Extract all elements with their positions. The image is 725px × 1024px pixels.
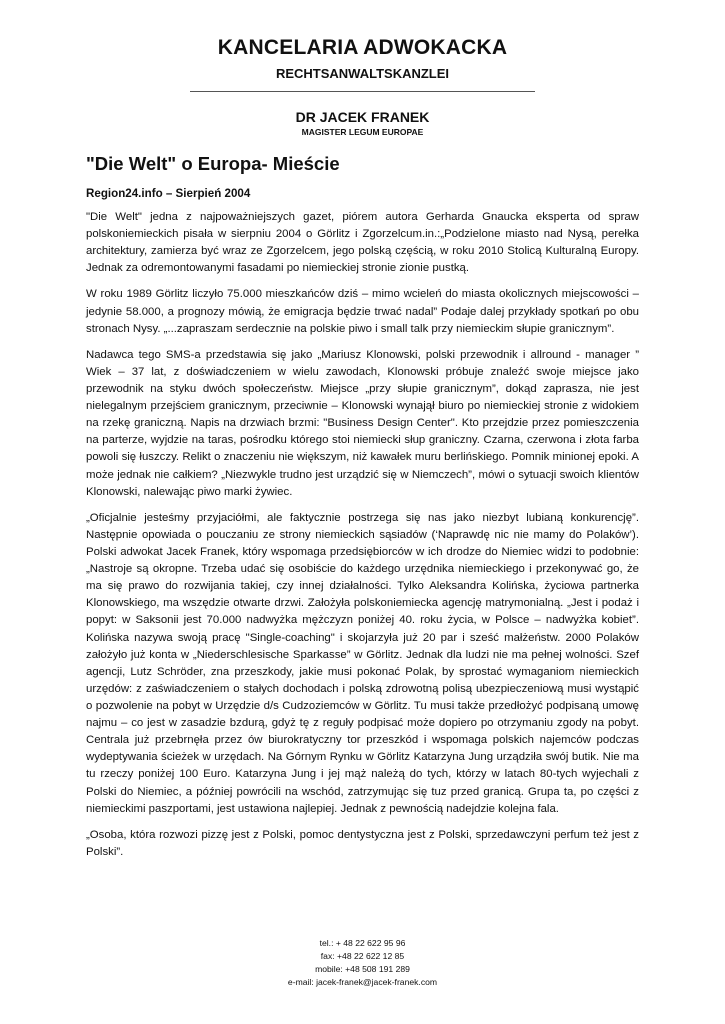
paragraph-4: „Oficjalnie jesteśmy przyjaciółmi, ale faktycznie postrzega się nas jako niezbyt lubianą konkurencję”. Następnie opowiada o pouczaniu ze strony niemieckich sąsiadów (‘Naprawdę nic nie mamy do Polaków’). Polski adwokat Jacek Franek, który wspomaga przedsiębiorców w ich drodze do Niemiec widzi to podobnie: „Nastroje są okropne. Trzeba udać się osobiście do każdego urzędnika niemieckiego i przekonywać go, że ma się prawo do rozwijania takiej, czy innej działalności. Tylko Aleksandra Kolińska, życiowa partnerka Klonowskiego, ma wszędzie otwarte drzwi. Założyła polskoniemiecka agencję matrymonialną. „Jest i podaż i popyt: w Saksonii jest 70.000 nadwyżka mężczyzn poniżej 40. roku życia, w Polsce – nadwyżka kobiet”. Kolińska nazywa swoją pracę "Single-coaching" i skojarzyła już 20 par i sześć małżeństw. 2000 Polaków założyło już konta w „Niederschlesische Sparkasse” w Görlitz. Jednak dla ludzi nie ma pełnej wolności. Szef agencji, Lutz Schröder, zna przeszkody, jakie musi pokonać Polak, by sprostać wymaganiom niemieckich urzędów: z zaświadczeniem o stałych dochodach i polską zdrowotną polisą ubezpieczeniową musi wystąpić o pozwolenie na pobyt w Urzędzie d/s Cudzoziemców w Görlitz. Tu musi także przedłożyć podpisaną umowę najmu – co jest w zasadzie bzdurą, gdyż tę z reguły podpisać może dopiero po otrzymaniu zgody na pobyt. Centrala już przebrnęła przez ów biurokratyczny tor przeszkód i wspomaga polskich najemców podczas wydeptywania ścieżek w urzędach. Na Górnym Rynku w Görlitz Katarzyna Jung urządziła swój butik. Nie ma tu rzeczy poniżej 100 Euro. Katarzyna Jung i jej mąż należą do tych, którzy w latach 80-tych wyjechali z Polski do Niemiec, a później powrócili na wschód, zatrzymując się tuz przed granicą. Grupa ta, po części z niemieckimi paszportami, jest ustawiona najlepiej. Jednak z pewnością nadejdzie kolejna fala. — [86, 511, 639, 815]
lawyer-name: DR JACEK FRANEK — [295, 109, 430, 125]
contact-footer — [0, 937, 725, 989]
paragraph-3: Nadawca tego SMS-a przedstawia się jako „Mariusz Klonowski, polski przewodnik i allround - manager ” Wiek – 37 lat, z doświadczeniem w wielu zawodach, Klonowski próbuje znaleźć swoje miejsce jako przewodnik na styku dwóch społeczeństw. Miejsce „przy słupie granicznym”, dokąd zaprasza, nie jest nielegalnym przejściem granicznym, przeciwnie – Klonowski wynajął biuro po niemieckiej stronie z widokiem na rzekę graniczną. Napis na drzwiach brzmi: "Business Design Center". Kto przejdzie przez pomieszczenia na parterze, wyjdzie na taras, pośrodku którego stoi niemiecki słup graniczny. Czarna, czerwona i złota farba powoli się łuszczy. Relikt o znaczeniu nie większym, niż kawałek muru berlińskiego. Pomnik minionej epoki. A może jednak nie całkiem? „Niezwykle trudno jest urządzić się w Niemczech”, mówi o sytuacji swoich klientów Klonowski, nalewając piwo marki żywiec. — [86, 348, 639, 498]
footer-mobile: mobile: +48 508 191 289 — [315, 963, 410, 974]
firm-name-german: RECHTSANWALTSKANZLEI — [275, 66, 450, 81]
footer-phone: tel.: + 48 22 622 95 96 — [319, 938, 406, 948]
article-title: "Die Welt" o Europa- Mieście — [86, 153, 340, 174]
article — [86, 152, 639, 861]
article-source: Region24.info – Sierpień 2004 — [86, 187, 251, 201]
footer-email[interactable]: e-mail: jacek-franek@jacek-franek.com — [287, 976, 438, 987]
paragraph-2: W roku 1989 Görlitz liczyło 75.000 mieszkańców dziś – mimo wcieleń do miasta okolicznych miejscowości – jedynie 58.000, a prognozy mówią, że emigracja będzie trwać nadal” Podaje dalej przykłady spotkań po obu stronach Nysy. „...zapraszam serdecznie na polskie piwo i small talk przy niemieckim słupie granicznym”. — [86, 288, 639, 335]
firm-name: KANCELARIA ADWOKACKA — [217, 36, 508, 59]
footer-fax: fax: +48 22 622 12 85 — [320, 950, 405, 961]
header-divider — [190, 91, 535, 92]
paragraph-1: "Die Welt" jedna z najpoważniejszych gazet, piórem autora Gerharda Gnaucka eksperta od spraw polskoniemieckich pisała w sierpniu 2004 o Görlitz i Zgorzelcum.in.:„Podzielone miasto nad Nysą, perełka architektury, zamierza być wraz ze Zgorzelcem, jego polską częścią, w roku 2010 Stolicą Kulturalną Europy. Jednak za odremontowanymi fasadami po niemieckiej stronie zionie pustką. — [86, 211, 639, 275]
lawyer-degree: MAGISTER LEGUM EUROPAE — [301, 127, 424, 137]
paragraph-5: „Osoba, która rozwozi pizzę jest z Polski, pomoc dentystyczna jest z Polski, sprzedawczyni perfum też jest z Polski”. — [86, 828, 639, 858]
